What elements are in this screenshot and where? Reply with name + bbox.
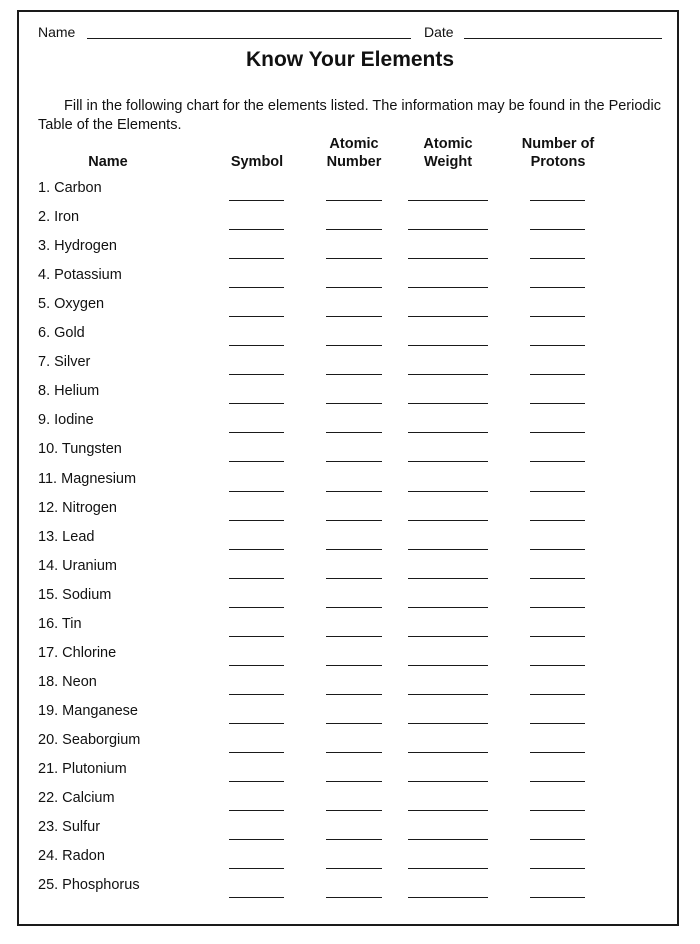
element-name: 5. Oxygen (38, 296, 105, 313)
atomic-weight-blank[interactable] (408, 723, 488, 724)
atomic-weight-blank[interactable] (408, 868, 488, 869)
table-row (0, 441, 700, 470)
name-field-line[interactable] (87, 38, 411, 39)
atomic-weight-blank[interactable] (408, 316, 488, 317)
atomic-number-blank[interactable] (326, 665, 382, 666)
atomic-weight-blank[interactable] (408, 694, 488, 695)
protons-blank[interactable] (530, 374, 585, 375)
element-name: 1. Carbon (38, 180, 102, 196)
atomic-number-blank[interactable] (326, 868, 382, 869)
table-row (0, 383, 700, 412)
table-row (0, 471, 700, 500)
element-name: 11. Magnesium (38, 470, 137, 487)
element-name: 7. Silver (38, 354, 91, 371)
protons-blank[interactable] (530, 897, 585, 898)
protons-blank[interactable] (530, 345, 585, 346)
symbol-blank[interactable] (229, 723, 284, 724)
symbol-blank[interactable] (229, 345, 284, 346)
symbol-blank[interactable] (229, 810, 284, 811)
protons-blank[interactable] (530, 549, 585, 550)
symbol-blank[interactable] (229, 432, 284, 433)
atomic-weight-blank[interactable] (408, 810, 488, 811)
column-header-symbol: Symbol (230, 154, 284, 170)
protons-blank[interactable] (530, 287, 585, 288)
column-header-atomic-weight: Atomic Weight (423, 136, 473, 170)
element-name: 6. Gold (38, 325, 85, 342)
date-label: Date (424, 24, 454, 40)
table-row (0, 238, 700, 267)
atomic-weight-blank[interactable] (408, 345, 488, 346)
table-row (0, 500, 700, 529)
atomic-number-blank[interactable] (326, 578, 382, 579)
table-row (0, 529, 700, 558)
table-row (0, 296, 700, 325)
symbol-blank[interactable] (229, 316, 284, 317)
atomic-number-blank[interactable] (326, 258, 382, 259)
table-row (0, 412, 700, 441)
symbol-blank[interactable] (229, 258, 284, 259)
atomic-weight-blank[interactable] (408, 287, 488, 288)
element-name: 13. Lead (38, 528, 95, 545)
symbol-blank[interactable] (229, 491, 284, 492)
atomic-weight-blank[interactable] (408, 636, 488, 637)
symbol-blank[interactable] (229, 636, 284, 637)
symbol-blank[interactable] (229, 520, 284, 521)
atomic-number-blank[interactable] (326, 200, 382, 201)
table-row (0, 703, 700, 732)
element-name: 24. Radon (38, 848, 105, 865)
name-label: Name (38, 24, 76, 40)
protons-blank[interactable] (530, 578, 585, 579)
element-name: 15. Sodium (38, 586, 112, 603)
element-name: 17. Chlorine (38, 644, 117, 661)
symbol-blank[interactable] (229, 229, 284, 230)
atomic-number-blank[interactable] (326, 810, 382, 811)
table-row (0, 209, 700, 238)
table-row (0, 819, 700, 848)
protons-blank[interactable] (530, 694, 585, 695)
element-name: 18. Neon (38, 673, 97, 690)
symbol-blank[interactable] (229, 665, 284, 666)
instructions-text: Fill in the following chart for the elements listed. The information may be found in the Periodic Table of the Elements. (38, 98, 661, 133)
protons-blank[interactable] (530, 258, 585, 259)
element-name: 10. Tungsten (38, 441, 122, 458)
atomic-number-blank[interactable] (326, 694, 382, 695)
protons-blank[interactable] (530, 752, 585, 753)
symbol-blank[interactable] (229, 839, 284, 840)
atomic-number-blank[interactable] (326, 316, 382, 317)
table-row (0, 616, 700, 645)
table-row (0, 790, 700, 819)
symbol-blank[interactable] (229, 200, 284, 201)
element-name: 12. Nitrogen (38, 499, 117, 516)
atomic-number-blank[interactable] (326, 520, 382, 521)
table-row (0, 645, 700, 674)
symbol-blank[interactable] (229, 549, 284, 550)
atomic-number-blank[interactable] (326, 229, 382, 230)
protons-blank[interactable] (530, 520, 585, 521)
date-field-line[interactable] (464, 38, 662, 39)
symbol-blank[interactable] (229, 287, 284, 288)
table-row (0, 732, 700, 761)
protons-blank[interactable] (530, 607, 585, 608)
atomic-weight-blank[interactable] (408, 578, 488, 579)
atomic-number-blank[interactable] (326, 461, 382, 462)
atomic-weight-blank[interactable] (408, 520, 488, 521)
atomic-number-blank[interactable] (326, 432, 382, 433)
atomic-weight-blank[interactable] (408, 432, 488, 433)
element-name: 23. Sulfur (38, 819, 101, 836)
protons-blank[interactable] (530, 636, 585, 637)
element-name: 8. Helium (38, 383, 100, 400)
symbol-blank[interactable] (229, 578, 284, 579)
element-name: 14. Uranium (38, 557, 117, 574)
atomic-number-blank[interactable] (326, 345, 382, 346)
protons-blank[interactable] (530, 432, 585, 433)
table-row (0, 558, 700, 587)
symbol-blank[interactable] (229, 403, 284, 404)
table-row (0, 354, 700, 383)
atomic-number-blank[interactable] (326, 636, 382, 637)
atomic-number-blank[interactable] (326, 549, 382, 550)
atomic-number-blank[interactable] (326, 781, 382, 782)
atomic-weight-blank[interactable] (408, 461, 488, 462)
element-name: 16. Tin (38, 615, 82, 632)
element-name: 21. Plutonium (38, 761, 127, 777)
atomic-number-blank[interactable] (326, 752, 382, 753)
column-header-name: Name (88, 154, 128, 170)
atomic-weight-blank[interactable] (408, 607, 488, 608)
element-name: 4. Potassium (38, 267, 122, 284)
atomic-number-blank[interactable] (326, 403, 382, 404)
symbol-blank[interactable] (229, 461, 284, 462)
atomic-weight-blank[interactable] (408, 752, 488, 753)
atomic-weight-blank[interactable] (408, 258, 488, 259)
atomic-weight-blank[interactable] (408, 200, 488, 201)
table-row (0, 877, 700, 906)
symbol-blank[interactable] (229, 897, 284, 898)
protons-blank[interactable] (530, 665, 585, 666)
table-row (0, 325, 700, 354)
symbol-blank[interactable] (229, 868, 284, 869)
atomic-number-blank[interactable] (326, 491, 382, 492)
symbol-blank[interactable] (229, 374, 284, 375)
element-name: 22. Calcium (38, 790, 115, 807)
table-row (0, 587, 700, 616)
atomic-weight-blank[interactable] (408, 781, 488, 782)
name-date-row (38, 24, 662, 42)
element-name: 19. Manganese (38, 702, 138, 719)
atomic-number-blank[interactable] (326, 287, 382, 288)
atomic-weight-blank[interactable] (408, 403, 488, 404)
column-header-atomic-number: Atomic Number (326, 136, 382, 170)
table-row (0, 674, 700, 703)
table-row (0, 267, 700, 296)
protons-blank[interactable] (530, 403, 585, 404)
element-name: 25. Phosphorus (38, 877, 140, 894)
symbol-blank[interactable] (229, 607, 284, 608)
symbol-blank[interactable] (229, 752, 284, 753)
table-row (0, 761, 700, 790)
element-name: 2. Iron (38, 209, 80, 226)
symbol-blank[interactable] (229, 781, 284, 782)
atomic-weight-blank[interactable] (408, 491, 488, 492)
table-row (0, 180, 700, 209)
table-row (0, 848, 700, 877)
atomic-weight-blank[interactable] (408, 665, 488, 666)
protons-blank[interactable] (530, 839, 585, 840)
protons-blank[interactable] (530, 461, 585, 462)
protons-blank[interactable] (530, 316, 585, 317)
atomic-number-blank[interactable] (326, 839, 382, 840)
worksheet-title: Know Your Elements (245, 48, 455, 71)
element-name: 3. Hydrogen (38, 238, 117, 255)
protons-blank[interactable] (530, 723, 585, 724)
protons-blank[interactable] (530, 491, 585, 492)
element-name: 20. Seaborgium (38, 731, 141, 748)
atomic-number-blank[interactable] (326, 374, 382, 375)
protons-blank[interactable] (530, 229, 585, 230)
atomic-weight-blank[interactable] (408, 374, 488, 375)
symbol-blank[interactable] (229, 694, 284, 695)
atomic-number-blank[interactable] (326, 897, 382, 898)
protons-blank[interactable] (530, 810, 585, 811)
atomic-weight-blank[interactable] (408, 229, 488, 230)
atomic-number-blank[interactable] (326, 607, 382, 608)
atomic-weight-blank[interactable] (408, 839, 488, 840)
atomic-number-blank[interactable] (326, 723, 382, 724)
column-header-number-of-protons: Number of Protons (521, 136, 595, 170)
protons-blank[interactable] (530, 868, 585, 869)
protons-blank[interactable] (530, 781, 585, 782)
atomic-weight-blank[interactable] (408, 897, 488, 898)
element-name: 9. Iodine (38, 412, 94, 429)
atomic-weight-blank[interactable] (408, 549, 488, 550)
protons-blank[interactable] (530, 200, 585, 201)
